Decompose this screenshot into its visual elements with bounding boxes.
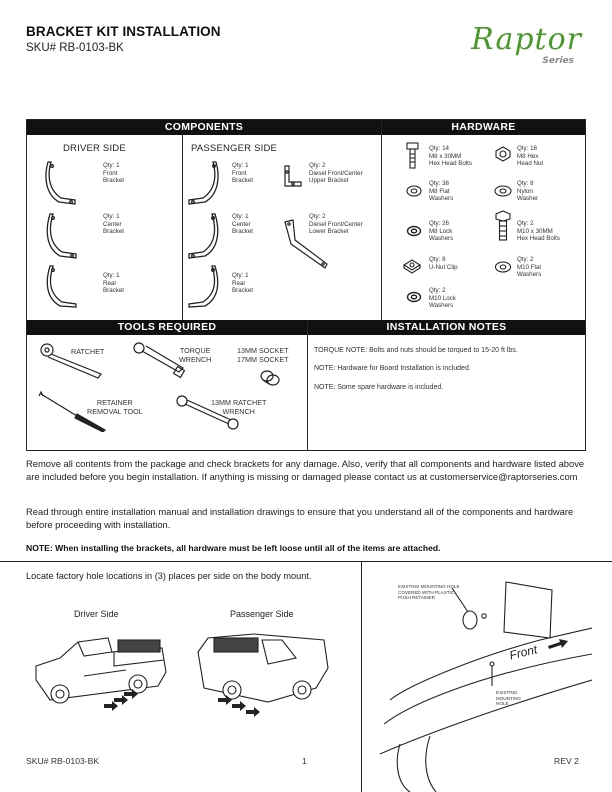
passenger-truck-illustration — [192, 628, 332, 718]
existing-mounting-hole-callout: EXISTING MOUNTING HOLE — [496, 690, 522, 707]
driver-rear-qty: Qty: 1 Rear Bracket — [103, 272, 124, 295]
divider — [307, 320, 308, 450]
hardware-item: Qty: 8 Nylon Washer — [517, 180, 539, 203]
torque-note: TORQUE NOTE: Bolts and nuts should be torqued to 15-20 ft lbs. — [314, 347, 518, 354]
lock-washer-icon — [405, 224, 423, 238]
driver-side-label: DRIVER SIDE — [63, 143, 126, 154]
hardware-note: NOTE: Hardware for Board Installation is included. — [314, 365, 471, 372]
u-nut-clip-icon — [401, 256, 423, 274]
spare-note: NOTE: Some spare hardware is included. — [314, 384, 444, 391]
hardware-item: Qty: 26 M8 Lock Washers — [429, 220, 454, 243]
diesel-upper-bracket-illustration — [283, 164, 305, 190]
footer-sku: SKU# RB-0103-BK — [26, 756, 100, 766]
passenger-brackets-illustration — [185, 158, 221, 308]
tools-heading: TOOLS REQUIRED — [27, 320, 307, 335]
document-title: BRACKET KIT INSTALLATION — [26, 24, 221, 39]
hardware-item: Qty: 8 U-Nut Clip — [429, 256, 458, 271]
section-divider — [361, 561, 362, 792]
hardware-item: Qty: 38 M8 Flat Washers — [429, 180, 454, 203]
torque-wrench-label: TORQUE WRENCH — [179, 346, 212, 364]
ratchet-wrench-label: 13MM RATCHET WRENCH — [211, 398, 267, 416]
driver-side-caption: Driver Side — [74, 609, 119, 619]
hardware-heading: HARDWARE — [382, 120, 585, 135]
hardware-item: Qty: 18 M8 Hex Head Nut — [517, 145, 544, 168]
section-divider — [0, 561, 612, 562]
socket-label: 13MM SOCKET 17MM SOCKET — [237, 346, 289, 364]
diesel-upper-qty: Qty: 2 Diesel Front/Center Upper Bracket — [309, 162, 363, 185]
nylon-washer-icon — [493, 184, 513, 198]
driver-front-qty: Qty: 1 Front Bracket — [103, 162, 124, 185]
driver-truck-illustration — [30, 628, 170, 718]
logo-subtext: Series — [542, 56, 574, 66]
raptor-logo — [428, 22, 588, 72]
notes-heading: INSTALLATION NOTES — [308, 320, 585, 335]
driver-brackets-illustration — [45, 158, 81, 308]
hardware-item: Qty: 2 M10 x 30MM Hex Head Bolts — [517, 220, 560, 243]
paragraph-read-manual: Read through entire installation manual and installation drawings to ensure that you understand all of the components and hardware before proceeding with installation. — [26, 506, 574, 530]
retainer-tool-label: RETAINER REMOVAL TOOL — [87, 398, 143, 416]
hex-bolt-icon — [403, 142, 423, 170]
divider — [381, 120, 382, 320]
passenger-side-label: PASSENGER SIDE — [191, 143, 278, 154]
loose-hardware-note: NOTE: When installing the brackets, all hardware must be left loose until all of the items are attached. — [26, 543, 441, 553]
ratchet-label: RATCHET — [71, 347, 105, 356]
page-number: 1 — [302, 756, 307, 766]
hardware-item: Qty: 2 M10 Lock Washers — [429, 287, 456, 310]
components-box — [26, 119, 586, 451]
m10-flat-washer-icon — [493, 260, 513, 274]
passenger-center-qty: Qty: 1 Center Bracket — [232, 213, 253, 236]
diesel-lower-qty: Qty: 2 Diesel Front/Center Lower Bracket — [309, 213, 363, 236]
driver-center-qty: Qty: 1 Center Bracket — [103, 213, 124, 236]
sku-header: SKU# RB-0103-BK — [26, 42, 124, 54]
hardware-item: Qty: 14 M8 x 30MM Hex Head Bolts — [429, 145, 472, 168]
front-direction-label: Front — [508, 642, 539, 663]
socket-icon — [259, 368, 281, 388]
passenger-side-caption: Passenger Side — [230, 609, 294, 619]
passenger-front-qty: Qty: 1 Front Bracket — [232, 162, 253, 185]
passenger-rear-qty: Qty: 1 Rear Bracket — [232, 272, 253, 295]
components-heading: COMPONENTS — [27, 120, 381, 135]
flat-washer-icon — [405, 184, 423, 198]
m10-lock-washer-icon — [405, 290, 423, 304]
divider — [182, 135, 183, 320]
logo-text: Raptor — [471, 22, 582, 57]
m10-bolt-icon — [493, 210, 513, 242]
paragraph-inspect: Remove all contents from the package and check brackets for any damage. Also, verify that all components and hardware listed above are included before you begin installation. If anything is missing or damaged please contact us at customerservice@raptorseries.com — [26, 458, 585, 482]
hex-nut-icon — [493, 146, 513, 162]
step-instruction: Locate factory hole locations in (3) places per side on the body mount. — [26, 571, 312, 581]
hardware-item: Qty: 2 M10 Flat Washers — [517, 256, 542, 279]
existing-hole-callout: EXISTING MOUNTING HOLE COVERED WITH PLASTIC PUSH RETAINER — [398, 584, 460, 601]
revision-label: REV 2 — [554, 756, 579, 766]
